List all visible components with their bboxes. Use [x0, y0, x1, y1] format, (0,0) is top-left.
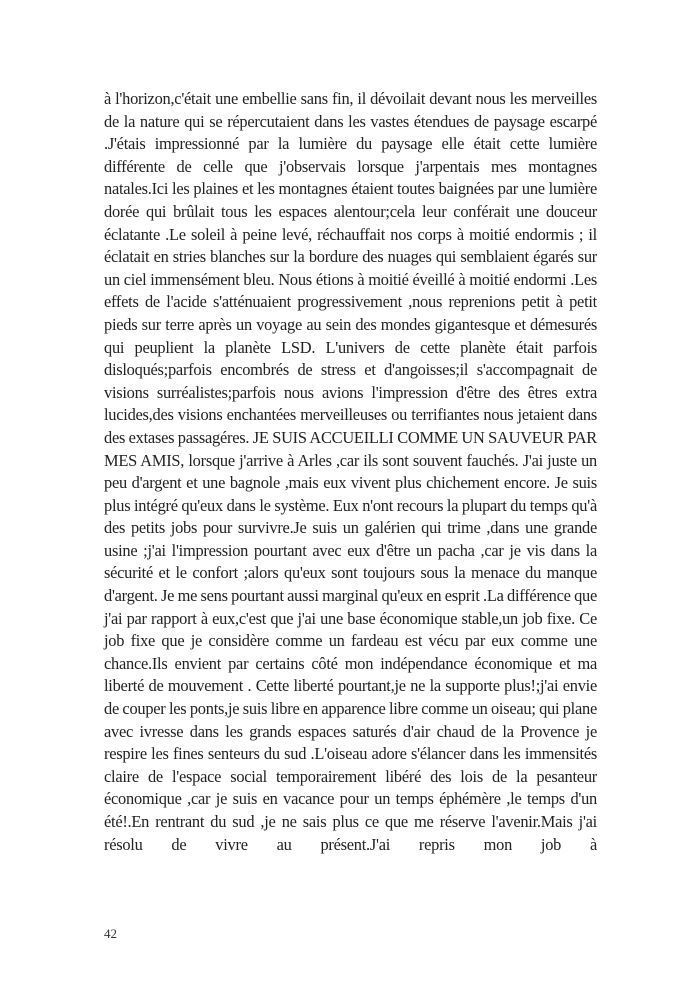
page-content [104, 88, 597, 856]
page-number: 42 [104, 926, 117, 941]
body-paragraph: à l'horizon,c'était une embellie sans fin, il dévoilait devant nous les merveilles de la nature qui se répercutaient dans les vastes étendues de paysage escarpé .J'étais impressionné par la lumière du paysage elle était cette lumière différente de celle que j'observais lorsque j'arpentais mes montagnes natales.Ici les plaines et les montagnes étaient toutes baignées par une lumière dorée qui brûlait tous les espaces alentour;cela leur conférait une douceur éclatante .Le soleil à peine levé, réchauffait nos corps à moitié endormis ; il éclatait en stries blanches sur la bordure des nuages qui semblaient égarés sur un ciel immensément bleu. Nous étions à moitié éveillé à moitié endormi .Les effets de l'acide s'atténuaient progressivement ,nous reprenions petit à petit pieds sur terre après un voyage au sein des mondes gigantesque et démesurés qui peuplient la planète LSD. L'univers de cette planète était parfois disloqués;parfois encombrés de stress et d'angoisses;il s'accompagnait de visions surréalistes;parfois nous avions l'impression d'être des êtres extra lucides,des visions enchantées merveilleuses ou terrifiantes nous jetaient dans des extases passagéres. JE SUIS ACCUEILLI COMME UN SAUVEUR PAR MES AMIS, lorsque j'arrive à Arles ,car ils sont souvent fauchés. J'ai juste un peu d'argent et une bagnole ,mais eux vivent plus chichement encore. Je suis plus intégré qu'eux dans le système. Eux n'ont recours la plupart du temps qu'à des petits jobs pour survivre.Je suis un galérien qui trime ,dans une grande usine ;j'ai l'impression pourtant avec eux d'être un pacha ,car je vis dans la sécurité et le confort ;alors qu'eux sont toujours sous la menace du manque d'argent. Je me sens pourtant aussi marginal qu'eux en esprit .La différence que j'ai par rapport à eux,c'est que j'ai une base économique stable,un job fixe. Ce job fixe que je considère comme un fardeau est vécu par eux comme une chance.Ils envient par certains côté mon indépendance économique et ma liberté de mouvement . Cette liberté pourtant,je ne la supporte plus!;j'ai envie de couper les ponts,je suis libre en apparence libre comme un oiseau; qui plane avec ivresse dans les grands espaces saturés d'air chaud de la Provence je respire les fines senteurs du sud .L'oiseau adore s'élancer dans les immensités claire de l'espace social temporairement libéré des lois de la pesanteur économique ,car je suis en vacance pour un temps éphémère ,le temps d'un été!.En rentrant du sud ,je ne sais plus ce que me réserve l'avenir.Mais j'ai résolu de vivre au présent.J'ai repris mon job à [104, 89, 597, 854]
